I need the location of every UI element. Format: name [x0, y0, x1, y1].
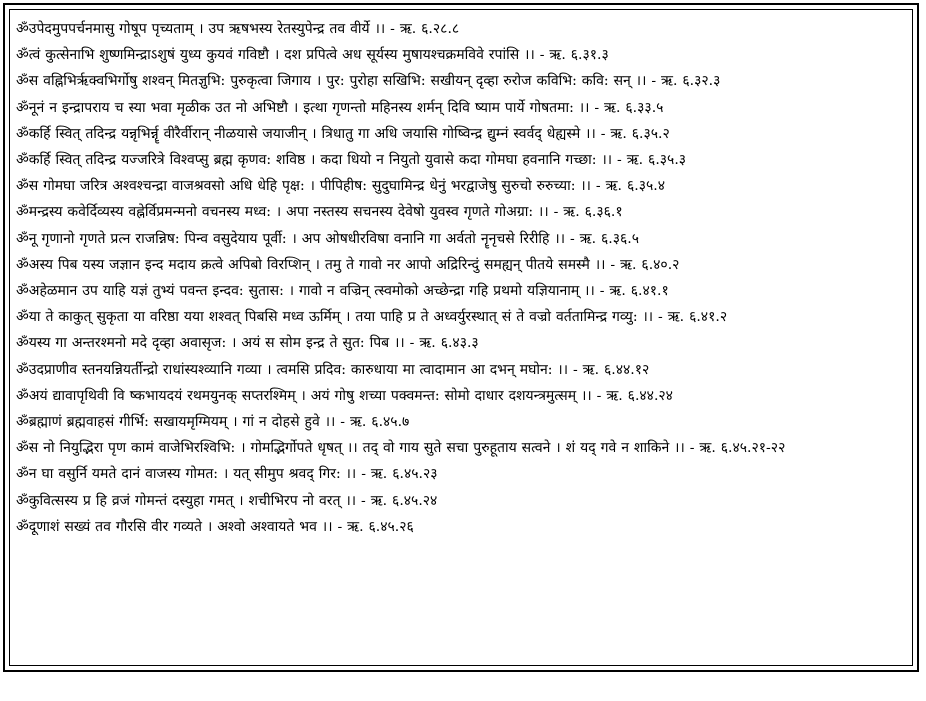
verse-line: ॐउदप्राणीव स्तनयन्नियर्तीन्द्रो राधांस्यश्व्यानि गव्या । त्वमसि प्रदिव: कारुधाया मा त्वादामान आ दभन् मघोन: ।। - ऋ. ६.४४.१२ [16, 361, 650, 378]
verse-line: ॐयस्य गा अन्तरश्मनो मदे दृव्हा अवासृज: । अयं स सोम इन्द्र ते सुत: पिब ।। - ऋ. ६.४३.३ [16, 335, 479, 352]
verse-line: ॐब्रह्माणं ब्रह्मवाहसं गीर्भि: सखायमृग्मियम् । गां न दोहसे हुवे ।। - ऋ. ६.४५.७ [16, 414, 410, 431]
verse-line: ॐकर्हि स्वित् तदिन्द्र यज्जरित्रे विश्वप्सु ब्रह्म कृणव: शविष्ठ । कदा धियो न नियुतो युवासे कदा गोमघा हवनानि गच्छा: ।। - ऋ. ६.३५.३ [16, 152, 687, 169]
verse-line: ॐउपेदमुपपर्चनमासु गोषूप पृच्यताम् । उप ऋषभस्य रेतस्युपेन्द्र तव वीर्ये ।। - ऋ. ६.२८.८ [16, 21, 460, 37]
verse-line: ॐन घा वसुर्नि यमते दानं वाजस्य गोमत: । यत् सीमुप श्रवद् गिर: ।। - ऋ. ६.४५.२३ [16, 466, 438, 483]
verse-list [16, 16, 906, 540]
verse-line: ॐअस्य पिब यस्य जज्ञान इन्द मदाय क्रत्वे अपिबो विरप्शिन् । तमु ते गावो नर आपो अद्रिरिन्दुं समह्यन् पीतये समस्मै ।। - ऋ. ६.४०.२ [16, 256, 680, 273]
verse-line: ॐस नो नियुद्भिरा पृण कामं वाजेभिरश्विभि: । गोमद्भिर्गोपते धृषत् ।। तद् वो गाय सुते सचा पुरुहूताय सत्वने । शं यद् गवे न शाकिने ।। - ऋ. ६.४५.२१-२२ [16, 440, 786, 457]
verse-line: ॐअयं द्यावापृथिवी वि ष्कभायदयं रथमयुनक् सप्तरश्मिम् । अयं गोषु शच्या पक्वमन्त: सोमो दाधार दशयन्त्रमुत्सम् ।। - ऋ. ६.४४.२४ [16, 387, 673, 404]
verse-line: ॐनू गृणानो गृणते प्रत्न राजन्निष: पिन्व वसुदेयाय पूर्वी: । अप ओषधीरविषा वनानि गा अर्वतो नॄनृचसे रिरीहि ।। - ऋ. ६.३६.५ [16, 230, 640, 247]
verse-line: ॐकर्हि स्वित् तदिन्द्र यन्नृभिर्न्नॄ वीरैर्वीरान् नीळयासे जयाजीन् । त्रिधातु गा अधि जयासि गोष्विन्द्र द्युम्नं स्वर्वद् धेह्यस्मे ।। - ऋ. ६.३५.२ [16, 125, 670, 142]
verse-line: ॐमन्द्रस्य कवेर्दिव्यस्य वह्नेर्विप्रमन्मनो वचनस्य मध्व: । अपा नस्तस्य सचनस्य देवेषो युवस्व गृणते गोअग्रा: ।। - ऋ. ६.३६.१ [16, 204, 623, 221]
page-border-inner [9, 9, 913, 666]
verse-line: ॐया ते काकुत् सुकृता या वरिष्ठा यया शश्वत् पिबसि मध्व ऊर्मिम् । तया पाहि प्र ते अध्वर्युरस्थात् सं ते वज्रो वर्ततामिन्द्र गव्यु: ।। - ऋ. ६.४१.२ [16, 309, 728, 326]
page-border-outer [3, 3, 919, 672]
verse-line: ॐस गोमघा जरित्र अश्वश्चन्द्रा वाजश्रवसो अधि धेहि पृक्ष: । पीपिहीष: सुदुघामिन्द्र धेनुं भरद्वाजेषु सुरुचो रुरुच्या: ।। - ऋ. ६.३५.४ [16, 178, 665, 195]
verse-line: ॐदूणाशं सख्यं तव गौरसि वीर गव्यते । अश्वो अश्वायते भव ।। - ऋ. ६.४५.२६ [16, 518, 414, 535]
verse-line: ॐस वह्निभिर्ऋक्वभिर्गोषु शश्वन् मितज्ञुभि: पुरुकृत्वा जिगाय । पुर: पुरोहा सखिभि: सखीयन् दृव्हा रुरोज कविभि: कवि: सन् ।। - ऋ. ६.३२.३ [16, 73, 721, 90]
verse-line: ॐअहेळमान उप याहि यज्ञं तुभ्यं पवन्त इन्दव: सुतास: । गावो न वज्रिन् त्स्वमोको अच्छेन्द्रा गहि प्रथमो यज्ञियानाम् ।। - ऋ. ६.४१.१ [16, 283, 669, 300]
verse-line: ॐत्वं कुत्सेनाभि शुष्णमिन्द्राऽशुषं युध्य कुयवं गविष्टौ । दश प्रपित्वे अध सूर्यस्य मुषायश्चक्रमविवे रपांसि ।। - ऋ. ६.३१.३ [16, 47, 609, 64]
verse-line: ॐनूनं न इन्द्रापराय च स्या भवा मृळीक उत नो अभिष्टौ । इत्था गृणन्तो महिनस्य शर्मन् दिवि ष्याम पार्ये गोषतमा: ।। - ऋ. ६.३३.५ [16, 99, 664, 116]
verse-line: ॐकुवित्सस्य प्र हि व्रजं गोमन्तं दस्युहा गमत् । शचीभिरप नो वरत् ।। - ऋ. ६.४५.२४ [16, 492, 438, 509]
